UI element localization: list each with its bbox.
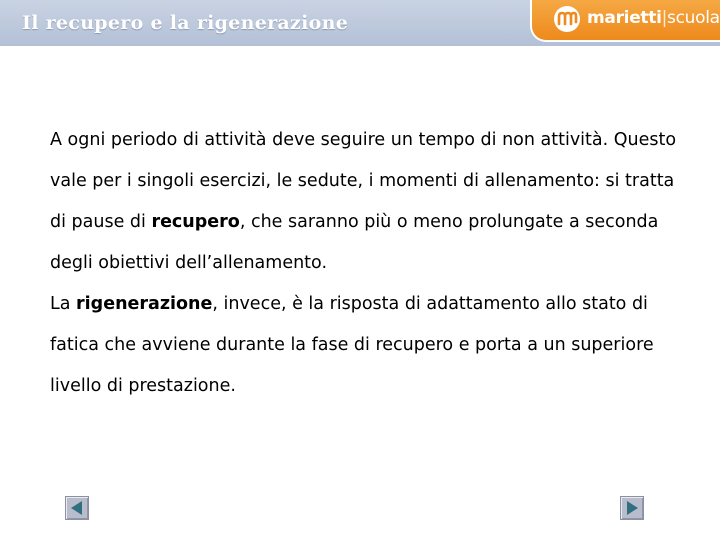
triangle-right-icon <box>621 497 643 519</box>
term-recupero: recupero <box>151 212 240 232</box>
logo-wordmark <box>587 8 720 28</box>
logo-mark-icon <box>554 6 580 32</box>
term-rigenerazione: rigenerazione <box>76 294 213 314</box>
paragraph-1-text-b: , che saranno più o meno prolungate a seconda degli obiettivi dell’allenamento. <box>50 212 659 273</box>
logo-brand-part2: scuola <box>667 8 720 28</box>
logo-separator: | <box>661 8 668 28</box>
paragraph-recupero <box>50 120 690 284</box>
paragraph-2-text-a: La <box>50 294 77 314</box>
body-text <box>50 120 690 407</box>
page-title: Il recupero e la rigenerazione <box>22 12 349 34</box>
logo-brand-part1: marietti <box>587 8 662 28</box>
previous-slide-button[interactable] <box>65 496 89 520</box>
paragraph-1-text-a: A ogni periodo di attività deve seguire un tempo di non attività. Questo vale per i singoli esercizi, le sedute, i momenti di allenamento: si tratta di pause di <box>50 130 677 232</box>
publisher-logo <box>532 0 720 40</box>
next-slide-button[interactable] <box>620 496 644 520</box>
triangle-left-icon <box>66 497 88 519</box>
paragraph-rigenerazione <box>50 284 690 407</box>
paragraph-2-text-b: , invece, è la risposta di adattamento allo stato di fatica che avviene durante la fase di recupero e porta a un superiore livello di prestazione. <box>50 294 654 396</box>
